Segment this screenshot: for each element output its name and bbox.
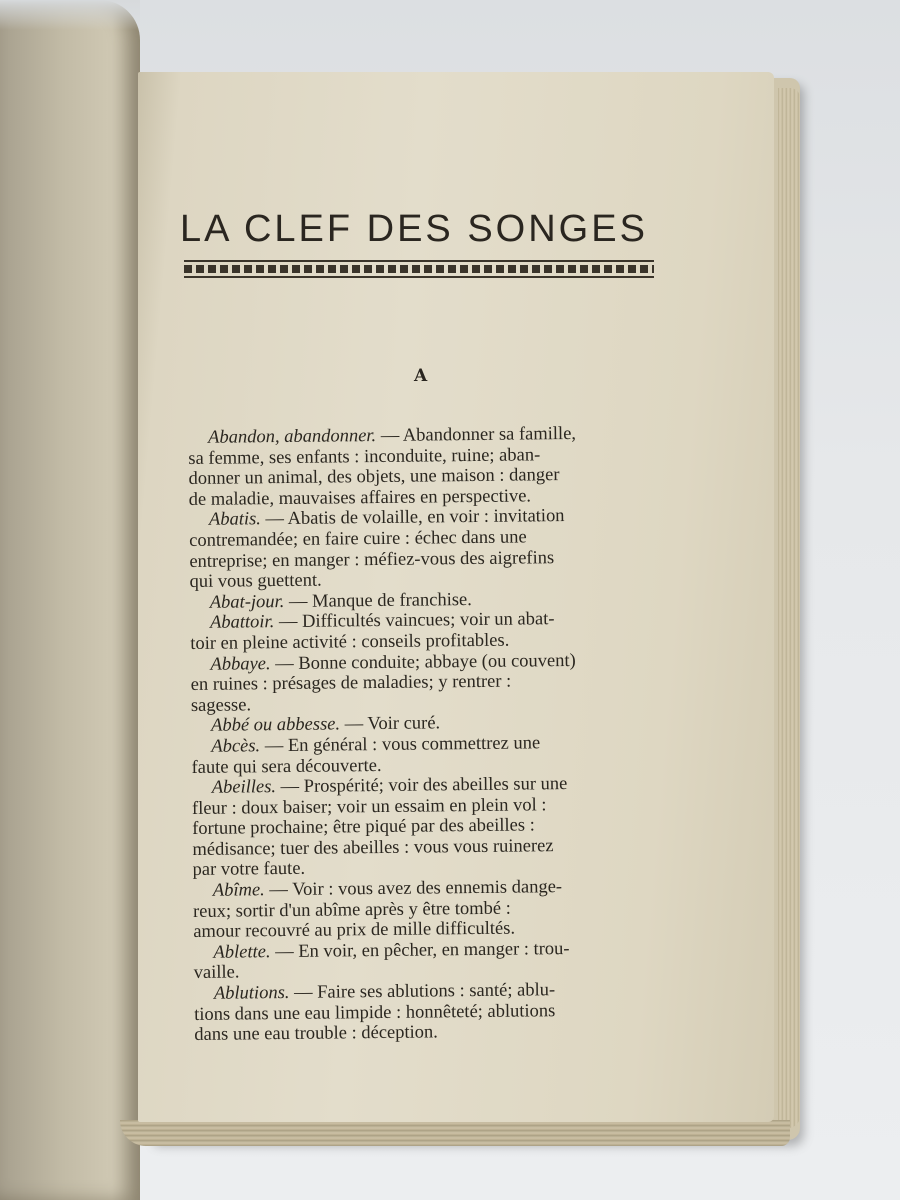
- entry-definition: — Voir curé.: [339, 713, 441, 735]
- dictionary-text: [188, 423, 698, 1046]
- dictionary-entry: [191, 732, 695, 778]
- section-letter: A: [414, 366, 428, 386]
- dictionary-entry: [194, 979, 699, 1046]
- entry-definition: — Bonne conduite; abbaye (ou couvent): [270, 650, 576, 674]
- facing-page-left: [0, 0, 140, 1200]
- entry-definition: amour recouvré au prix de mille difficultés.: [193, 918, 516, 943]
- entry-definition: de maladie, mauvaises affaires en perspective.: [188, 486, 532, 510]
- entry-definition: contremandée; en faire cuire : échec dans une: [189, 527, 527, 551]
- page-edges-bottom: [120, 1120, 790, 1146]
- entry-definition: — Difficultés vaincues; voir un abat-: [274, 609, 555, 633]
- entry-definition: dans une eau trouble : déception.: [194, 1022, 438, 1046]
- dictionary-entry: [192, 773, 697, 881]
- entry-definition: médisance; tuer des abeilles : vous vous ruinerez: [192, 836, 554, 860]
- ornament-line-bottom: [184, 276, 654, 278]
- entry-definition: fortune prochaine; être piqué par des abeilles :: [192, 815, 535, 840]
- dictionary-entry: [190, 649, 695, 716]
- entry-definition: qui vous guettent.: [189, 570, 322, 593]
- entry-definition: — Abandonner sa famille,: [376, 423, 577, 447]
- entry-definition: — En général : vous commettrez une: [260, 733, 541, 757]
- entry-definition: par votre faute.: [192, 859, 306, 881]
- entry-term: Ablette.: [213, 942, 271, 963]
- entry-term: Abat-jour.: [209, 591, 285, 613]
- ornament-blocks: [184, 265, 654, 273]
- dictionary-entry: [188, 423, 693, 511]
- entry-term: Abattoir.: [209, 612, 275, 634]
- page-title: LA CLEF DES SONGES: [180, 208, 648, 250]
- entry-definition: — Abatis de volaille, en voir : invitation: [260, 506, 565, 530]
- entry-term: Abcès.: [211, 736, 261, 757]
- entry-definition: vaille.: [193, 962, 240, 984]
- entry-term: Abandon, abandonner.: [207, 426, 377, 448]
- entry-definition: toir en pleine activité : conseils profitables.: [190, 630, 510, 654]
- entry-definition: entreprise; en manger : méfiez-vous des aigrefins: [189, 547, 555, 572]
- entry-definition: en ruines : présages de maladies; y rentrer :: [190, 671, 512, 696]
- entry-definition: tions dans une eau limpide : honnêteté; ablutions: [194, 1000, 556, 1025]
- dictionary-entry: [189, 505, 694, 593]
- title-ornament: [184, 260, 654, 278]
- entry-definition: donner un animal, des objets, une maison : danger: [188, 465, 560, 490]
- entry-definition: — Faire ses ablutions : santé; ablu-: [289, 980, 556, 1003]
- entry-term: Abatis.: [208, 509, 261, 531]
- entry-definition: — Voir : vous avez des ennemis dange-: [264, 877, 563, 901]
- entry-definition: reux; sortir d'un abîme après y être tombé :: [192, 898, 511, 922]
- entry-definition: sa femme, ses enfants : inconduite, ruine; aban-: [188, 444, 541, 469]
- entry-definition: sagesse.: [190, 695, 252, 716]
- entry-term: Ablutions.: [213, 983, 290, 1004]
- entry-term: Abîme.: [212, 880, 265, 901]
- ornament-line-top: [184, 260, 654, 262]
- entry-term: Abbaye.: [210, 653, 271, 675]
- dictionary-entry: [193, 938, 697, 984]
- entry-definition: faute qui sera découverte.: [191, 755, 382, 778]
- entry-term: Abbé ou abbesse.: [211, 714, 341, 737]
- entry-definition: — Manque de franchise.: [284, 589, 472, 612]
- entry-definition: — En voir, en pêcher, en manger : trou-: [270, 938, 570, 963]
- entry-definition: — Prospérité; voir des abeilles sur une: [275, 774, 568, 798]
- entry-definition: fleur : doux baiser; voir un essaim en plein vol :: [191, 794, 547, 819]
- dictionary-entry: [190, 608, 694, 654]
- entry-term: Abeilles.: [211, 777, 277, 798]
- dictionary-entry: [193, 876, 698, 943]
